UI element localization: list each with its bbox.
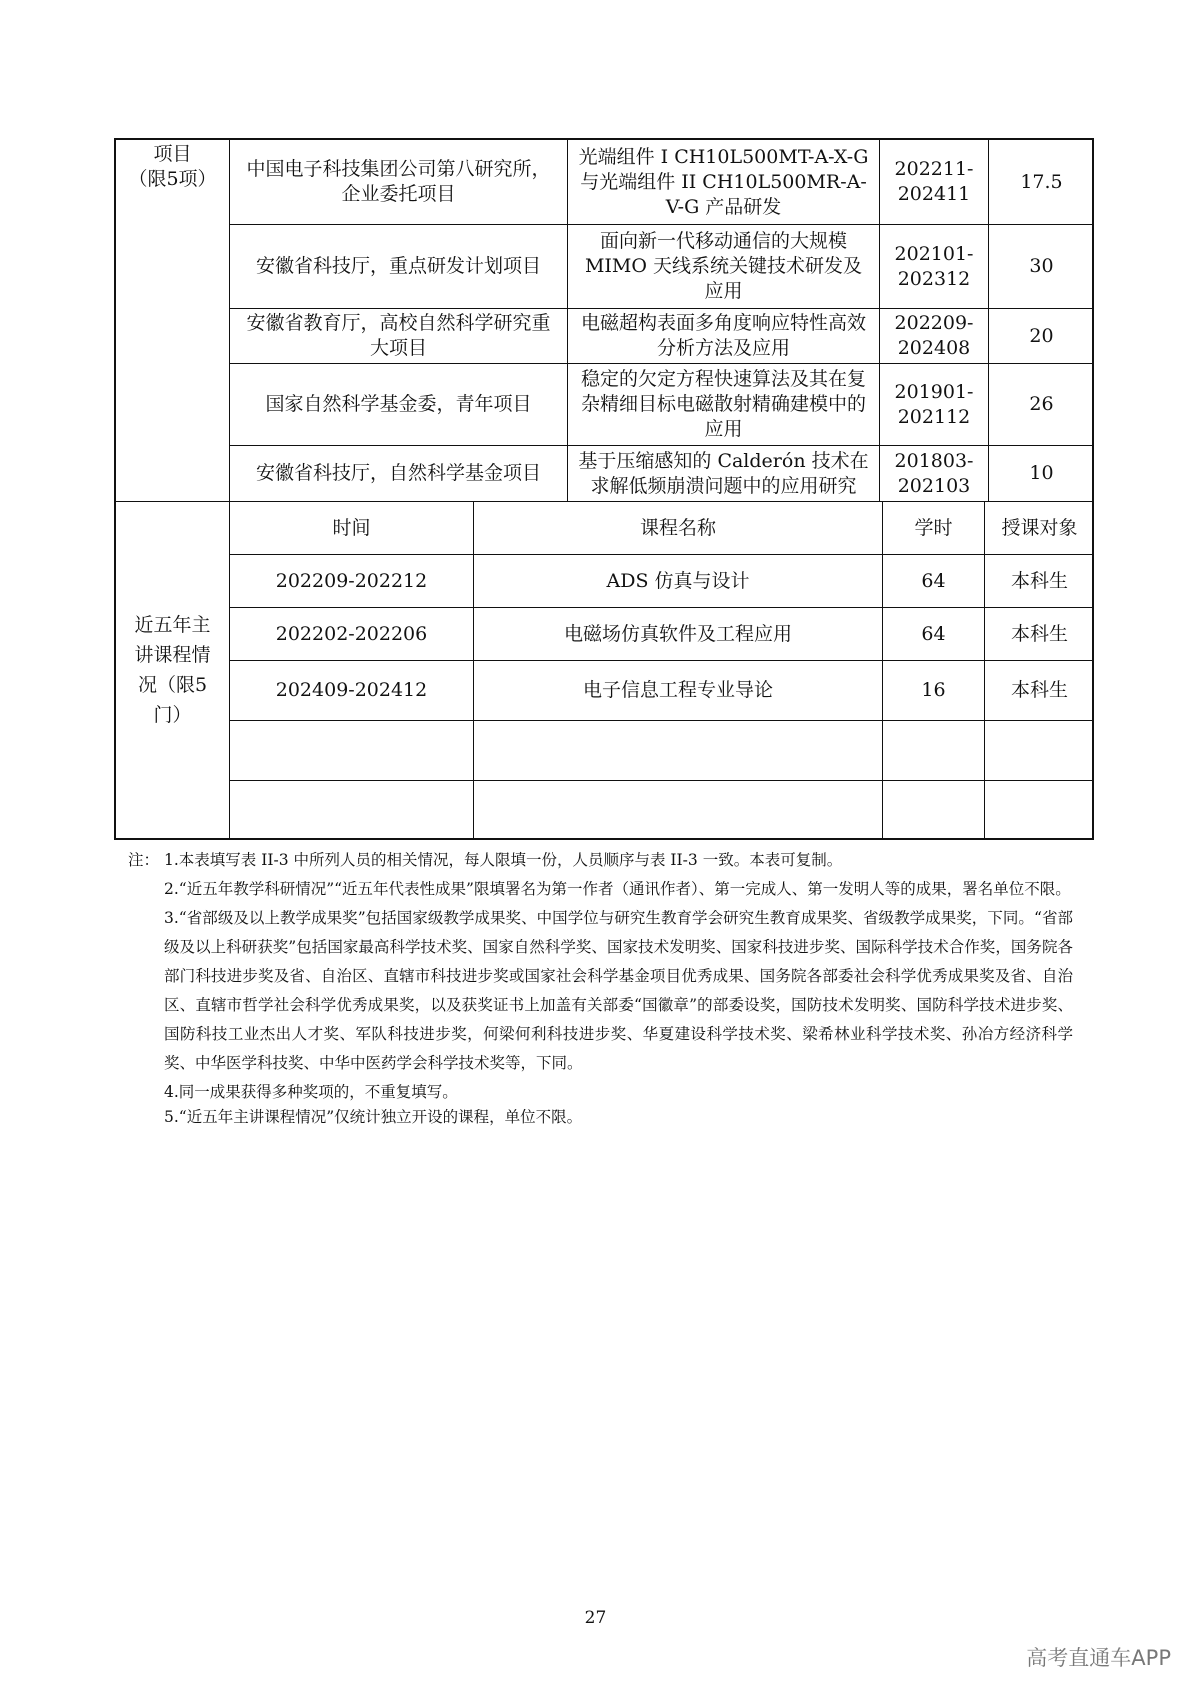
project-source: 安徽省科技厅，自然科学基金项目 <box>255 462 541 484</box>
course-hours <box>883 721 984 780</box>
course-header-audience: 授课对象 <box>1001 516 1078 539</box>
project-period: 201803- 202103 <box>894 449 974 497</box>
course-hours <box>883 781 984 838</box>
course-time <box>230 781 473 838</box>
project-title: 基于压缩感知的 Calderón 技术在求解低频崩溃问题中的应用研究 <box>578 449 869 497</box>
project-source: 国家自然科学基金委，青年项目 <box>265 393 532 415</box>
course-header-name: 课程名称 <box>639 516 716 539</box>
course-header-time: 时间 <box>332 516 371 539</box>
notes-section <box>128 846 1073 1130</box>
page-number: 27 <box>584 1608 607 1628</box>
project-period: 201901- 202112 <box>894 380 974 428</box>
project-period: 202211- 202411 <box>894 158 974 205</box>
note-text: 3.“省部级及以上教学成果奖”包括国家级教学成果奖、中国学位与研究生教育学会研究生教育成果奖、省级教学成果奖，下同。“省部级及以上科研获奖”包括国家最高科学技术奖、国家自然科学奖、国家技术发明奖、国家科技进步奖、国际科学技术合作奖，国务院各部门科技进步奖及省、自治区、直辖市科技进步奖或国家社会科学基金项目优秀成果、国务院各部委社会科学优秀成果奖及省、自治区、直辖市哲学社会科学优秀成果奖，以及获奖证书上加盖有关部委“国徽章”的部委设奖，国防技术发明奖、国防科学技术进步奖、国防科技工业杰出人才奖、军队科技进步奖，何梁何利科技进步奖、华夏建设科学技术奖、梁希林业科学技术奖、孙冶方经济科学奖、中华医学科技奖、中华中医药学会科学技术奖等，下同。 <box>164 909 1073 1072</box>
course-hours: 64 <box>921 569 946 592</box>
course-name <box>474 781 882 838</box>
note-item <box>128 1105 1073 1130</box>
project-amount: 20 <box>1029 324 1054 347</box>
course-name: 电子信息工程专业导论 <box>582 679 773 701</box>
course-name: 电磁场仿真软件及工程应用 <box>563 622 792 645</box>
course-hours: 16 <box>921 679 946 701</box>
course-name: ADS 仿真与设计 <box>606 569 750 592</box>
project-amount: 26 <box>1029 393 1054 415</box>
project-title: 光端组件 I CH10L500MT-A-X-G 与光端组件 II CH10L500MR-A-V-G 产品研发 <box>578 145 869 218</box>
note-text: 4.同一成果获得多种奖项的，不重复填写。 <box>164 1083 458 1101</box>
course-audience <box>985 721 1094 780</box>
note-item <box>128 875 1073 904</box>
course-audience: 本科生 <box>1010 622 1068 645</box>
note-text: 1.本表填写表 II-3 中所列人员的相关情况，每人限填一份，人员顺序与表 II-3 一致。本表可复制。 <box>164 851 843 869</box>
course-time <box>230 721 473 780</box>
courses-section-label: 近五年主讲课程情况（限5门） <box>134 614 211 726</box>
project-period: 202209- 202408 <box>894 312 974 359</box>
course-header-hours: 学时 <box>914 516 953 539</box>
course-time: 202409-202412 <box>275 679 428 701</box>
note-item <box>128 846 1073 875</box>
note-text: 5.“近五年主讲课程情况”仅统计独立开设的课程，单位不限。 <box>164 1108 583 1126</box>
project-title: 稳定的欠定方程快速算法及其在复杂精细目标电磁散射精确建模中的应用 <box>580 368 866 440</box>
project-amount: 30 <box>1029 255 1054 277</box>
course-audience: 本科生 <box>1010 569 1068 592</box>
project-amount: 17.5 <box>1020 170 1063 193</box>
project-source: 安徽省科技厅，重点研发计划项目 <box>255 255 541 277</box>
project-period: 202101- 202312 <box>894 242 974 290</box>
personnel-table <box>114 138 1094 840</box>
project-source: 安徽省教育厅，高校自然科学研究重大项目 <box>246 312 551 359</box>
note-item <box>128 1080 1073 1105</box>
watermark: 高考直通车APP <box>1026 1646 1171 1670</box>
project-source: 中国电子科技集团公司第八研究所，企业委托项目 <box>246 158 551 205</box>
course-time: 202202-202206 <box>275 622 428 645</box>
notes-prefix: 注： <box>128 851 160 869</box>
course-name <box>474 721 882 780</box>
project-title: 电磁超构表面多角度响应特性高效分析方法及应用 <box>580 312 866 359</box>
projects-section-label: 项目 （限5项） <box>128 143 217 190</box>
course-time: 202209-202212 <box>275 569 428 592</box>
course-audience <box>985 781 1094 838</box>
project-title: 面向新一代移动通信的大规模 MIMO 天线系统关键技术研发及应用 <box>584 230 863 302</box>
course-audience: 本科生 <box>1010 679 1068 701</box>
note-item <box>128 904 1073 1078</box>
note-text: 2.“近五年教学科研情况”“近五年代表性成果”限填署名为第一作者（通讯作者）、第一完成人、第一发明人等的成果，署名单位不限。 <box>164 880 1071 898</box>
course-hours: 64 <box>921 622 946 645</box>
project-amount: 10 <box>1029 462 1054 484</box>
